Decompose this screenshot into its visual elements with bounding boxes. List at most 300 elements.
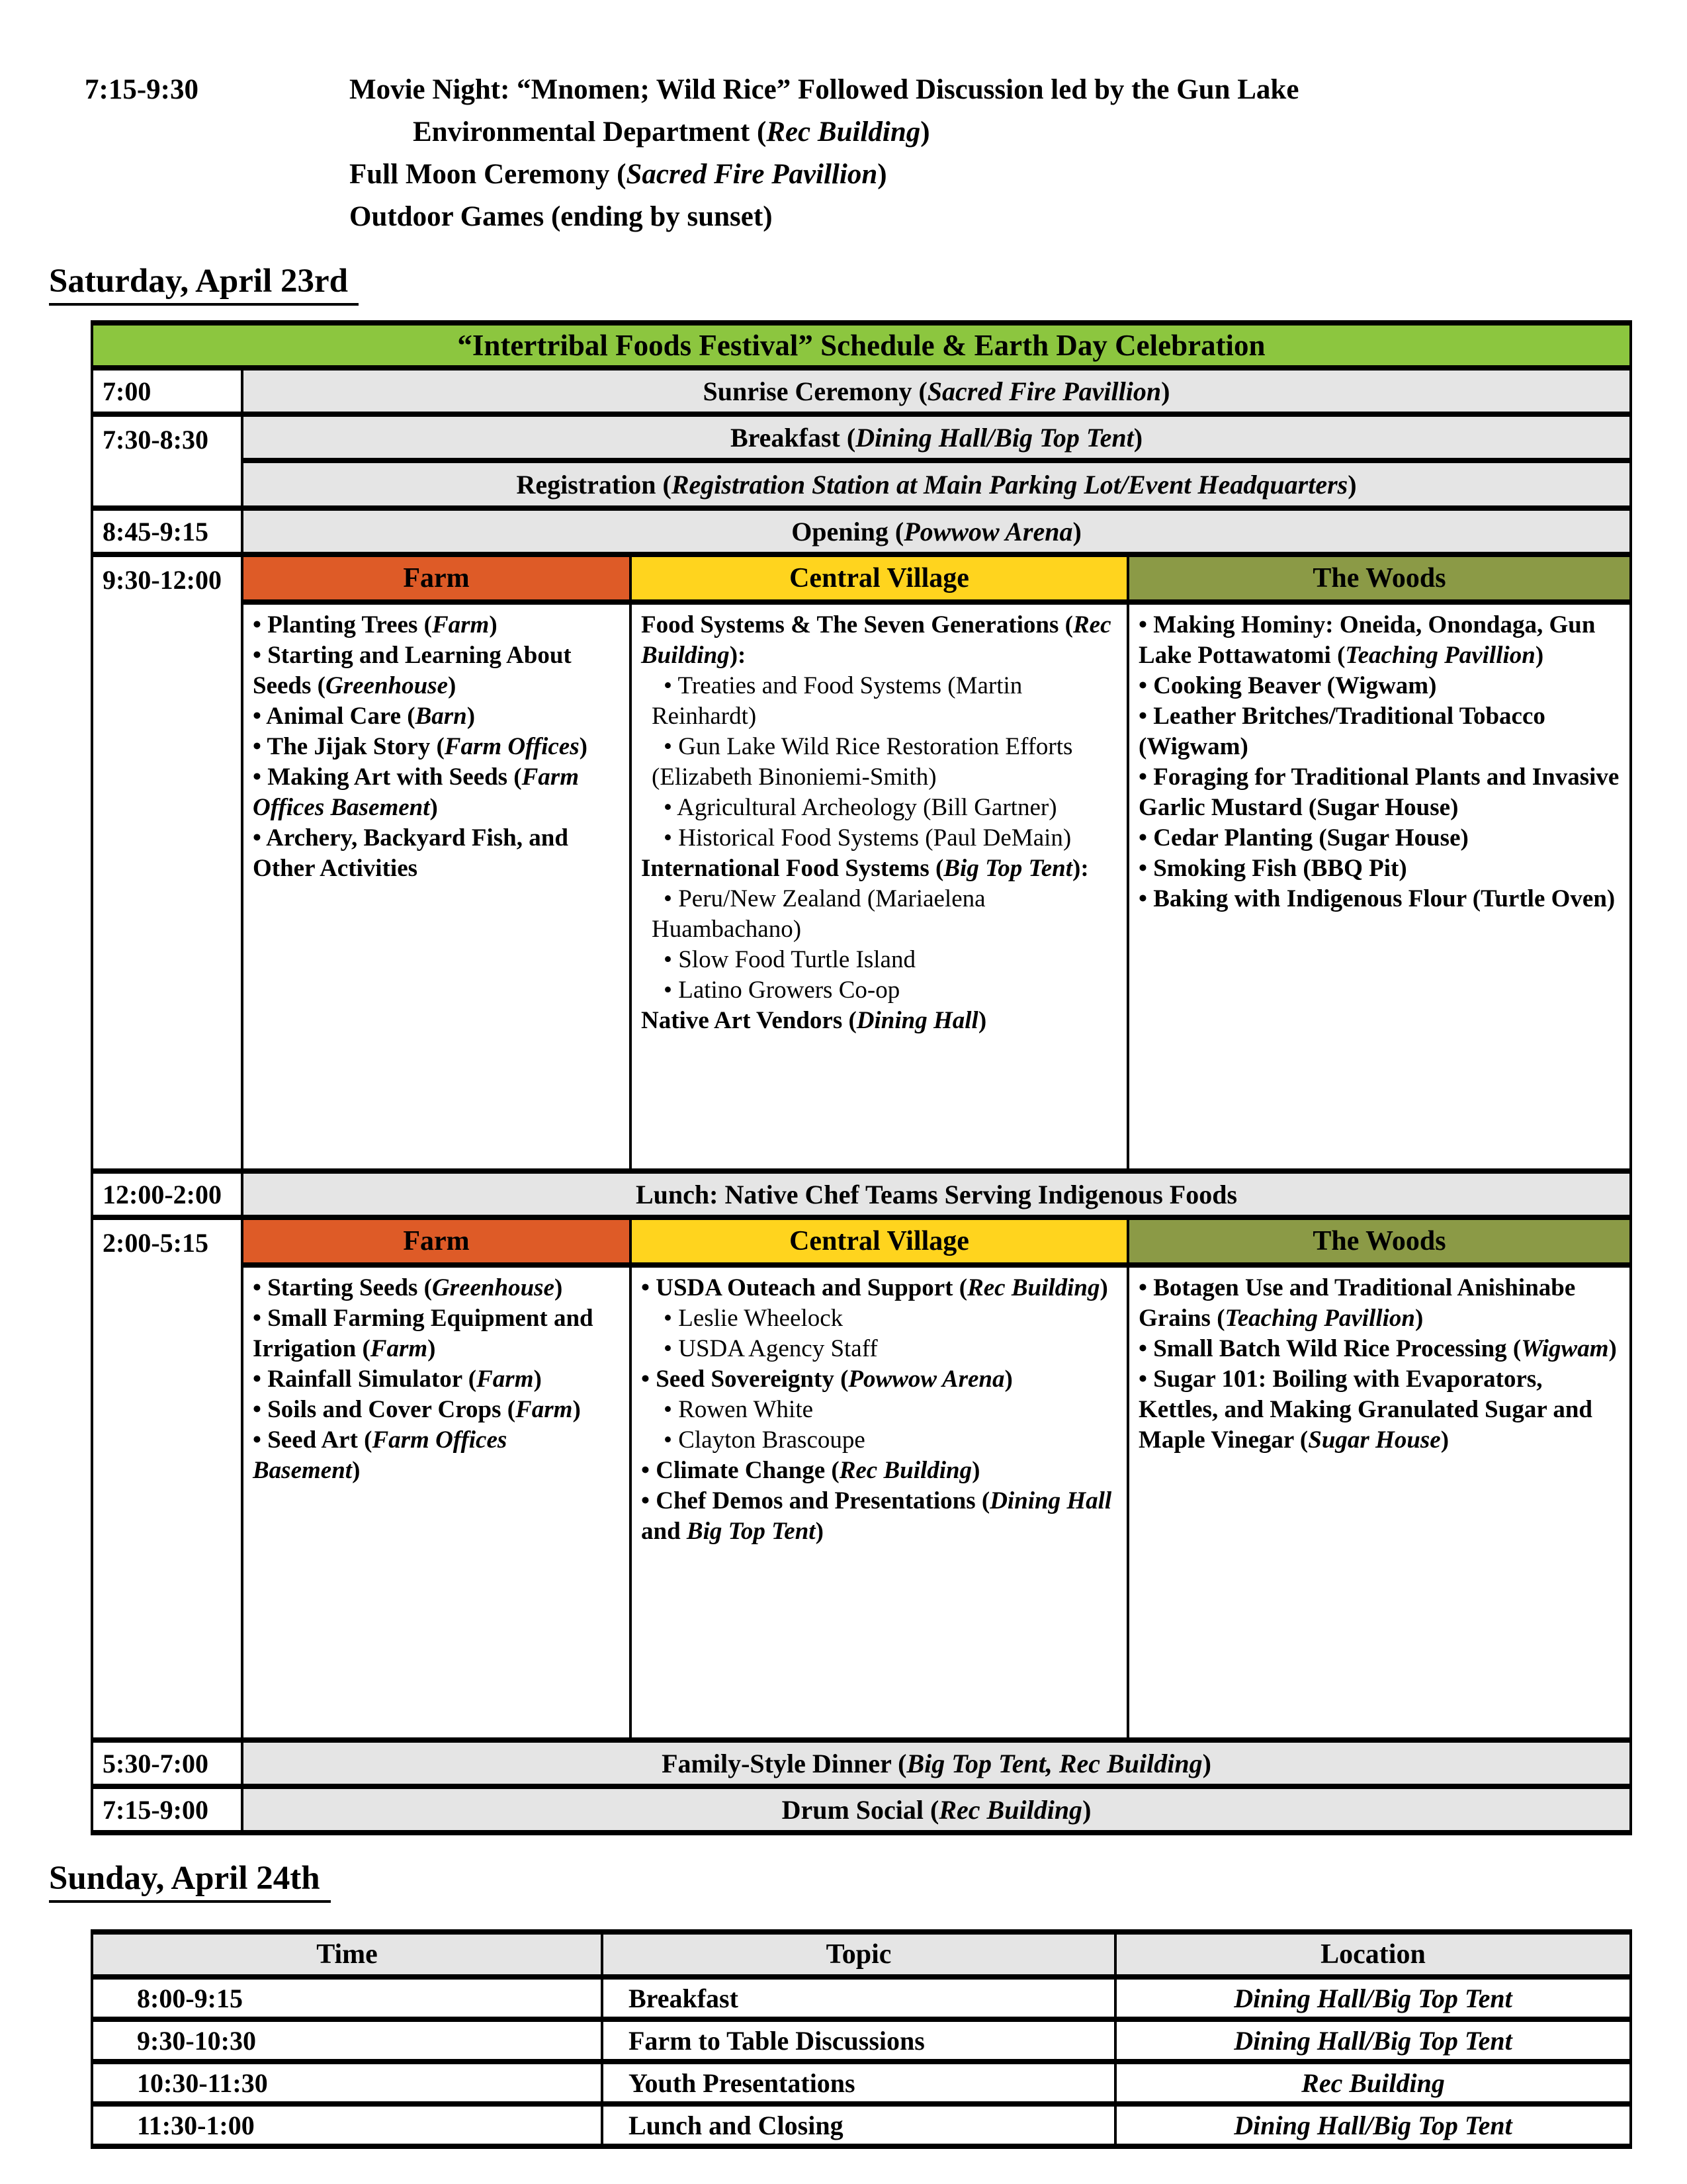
- schedule-item: [253, 1273, 620, 1303]
- schedule-item: [641, 853, 1117, 884]
- item-text: [266, 703, 475, 730]
- text-segment: Gun Lake Wild Rice Restoration Efforts (Elizabeth Binoniemi-Smith): [652, 733, 1073, 791]
- bullet-glyph: •: [253, 642, 268, 669]
- item-text: [652, 885, 986, 943]
- bullet-glyph: •: [1139, 1335, 1154, 1362]
- text-segment: Baking with Indigenous Flour (Turtle Oven): [1153, 885, 1616, 912]
- farm-morning-activities: [242, 602, 630, 1171]
- bullet-glyph: •: [1139, 1366, 1154, 1393]
- item-text: [678, 824, 1071, 852]
- morning-content-row: [92, 602, 1631, 1171]
- schedule-item: [253, 823, 620, 884]
- text-segment: Sunrise Ceremony (: [703, 376, 928, 406]
- time-cell: 8:45-9:15: [92, 508, 242, 554]
- sunday-schedule-table: [91, 1929, 1632, 2149]
- location-text: Rec Building: [839, 1457, 973, 1484]
- bullet-glyph: •: [664, 1426, 679, 1454]
- bullet-glyph: •: [253, 1305, 268, 1332]
- schedule-item: [253, 1364, 620, 1395]
- table-row: [92, 1977, 1631, 2019]
- time-cell: 9:30-10:30: [92, 2019, 602, 2062]
- schedule-item: [641, 610, 1117, 671]
- text-segment: ): [579, 733, 587, 760]
- location-text: Dining Hall/Big Top Tent: [855, 422, 1134, 453]
- bullet-glyph: •: [641, 1274, 656, 1301]
- bullet-glyph: •: [253, 1396, 268, 1423]
- text-segment: Rainfall Simulator (: [267, 1366, 477, 1393]
- breakfast-row: [92, 414, 1631, 460]
- text-segment: ): [1100, 1274, 1108, 1301]
- text-segment: ): [1161, 376, 1170, 406]
- schedule-item: [1139, 701, 1620, 762]
- text-segment: Historical Food Systems (Paul DeMain): [678, 824, 1072, 852]
- item-text: [1153, 855, 1406, 882]
- text-segment: ): [920, 116, 930, 148]
- woods-column-header: The Woods: [1128, 554, 1631, 602]
- text-segment: ): [352, 1457, 361, 1484]
- bullet-glyph: •: [641, 1457, 656, 1484]
- topic-cell: Youth Presentations: [602, 2062, 1115, 2104]
- text-segment: Lunch: Native Chef Teams Serving Indigenous Foods: [635, 1179, 1238, 1209]
- bullet-glyph: •: [1139, 672, 1154, 699]
- sub-bullet-item: [641, 1395, 1117, 1425]
- topic-cell: Farm to Table Discussions: [602, 2019, 1115, 2062]
- item-text: [641, 855, 1089, 882]
- text-segment: ): [1004, 1366, 1013, 1393]
- text-segment: Opening (: [791, 516, 904, 546]
- bullet-glyph: •: [1139, 885, 1154, 912]
- item-text: [641, 1007, 986, 1034]
- time-label: 7:15-9:30: [85, 74, 198, 105]
- item-text: [678, 946, 916, 973]
- sunday-heading-text: Sunday, April 24th: [49, 1860, 331, 1903]
- registration-row: [92, 460, 1631, 508]
- location-cell: Dining Hall/Big Top Tent: [1115, 2104, 1631, 2146]
- saturday-heading-text: Saturday, April 23rd: [49, 263, 359, 306]
- item-text: [267, 1396, 581, 1423]
- sub-bullet-item: [641, 671, 1117, 732]
- text-segment: International Food Systems (: [641, 855, 944, 882]
- text-segment: Agricultural Archeology (Bill Gartner): [677, 794, 1057, 821]
- location-text: Teaching Pavillion: [1345, 642, 1536, 669]
- sub-bullet-item: [641, 975, 1117, 1006]
- schedule-item: [641, 1486, 1117, 1547]
- topic-column-header: Topic: [602, 1932, 1115, 1977]
- sunday-header-row: [92, 1932, 1631, 1977]
- woods-column-header: The Woods: [1128, 1217, 1631, 1265]
- text-segment: Botagen Use and Traditional Anishinabe Grains (: [1139, 1274, 1576, 1332]
- bullet-glyph: •: [1139, 703, 1154, 730]
- schedule-item: [1139, 884, 1620, 914]
- location-text: Rec Building: [766, 116, 921, 148]
- opening-row: [92, 508, 1631, 554]
- item-text: [1139, 764, 1619, 821]
- text-segment: Food Systems & The Seven Generations (: [641, 611, 1073, 638]
- farm-column-header: Farm: [242, 1217, 630, 1265]
- text-segment: Starting Seeds (: [267, 1274, 432, 1301]
- schedule-item: [253, 732, 620, 762]
- schedule-item: [1139, 762, 1620, 823]
- schedule-item: [253, 640, 620, 701]
- item-text: [253, 824, 568, 882]
- text-segment: Rowen White: [678, 1396, 814, 1423]
- text-segment: ): [1072, 516, 1082, 546]
- sub-bullet-item: [641, 1334, 1117, 1364]
- item-text: [656, 1274, 1108, 1301]
- bullet-glyph: •: [664, 1305, 679, 1332]
- location-text: Rec Building: [939, 1794, 1083, 1825]
- schedule-item: [1139, 1364, 1620, 1456]
- time-cell: 5:30-7:00: [92, 1740, 242, 1786]
- time-cell: 7:30-8:30: [92, 414, 242, 508]
- text-segment: Latino Growers Co-op: [678, 977, 900, 1004]
- bullet-glyph: •: [253, 764, 268, 791]
- bullet-glyph: •: [253, 1366, 268, 1393]
- schedule-item: [253, 1303, 620, 1364]
- time-cell: 9:30-12:00: [92, 554, 242, 1171]
- saturday-schedule-table: [91, 320, 1632, 1835]
- text-segment: ): [1082, 1794, 1092, 1825]
- location-text: Farm Offices Basement: [253, 764, 579, 821]
- table-row: [92, 2019, 1631, 2062]
- schedule-item: [1139, 823, 1620, 853]
- text-segment: Movie Night: “Mnomen; Wild Rice” Followed Discussion led by the Gun Lake: [349, 74, 1299, 105]
- bullet-glyph: •: [1139, 611, 1154, 638]
- text-segment: Making Art with Seeds (: [267, 764, 522, 791]
- location-text: Sugar House: [1308, 1426, 1441, 1454]
- item-text: [641, 1487, 1111, 1545]
- item-text: [253, 764, 579, 821]
- location-text: Big Top Tent: [686, 1518, 816, 1545]
- item-text: [678, 1305, 843, 1332]
- bullet-glyph: •: [253, 1426, 268, 1454]
- text-segment: ):: [1072, 855, 1089, 882]
- item-text: [1139, 1274, 1575, 1332]
- text-segment: Animal Care (: [266, 703, 415, 730]
- location-text: Farm: [515, 1396, 573, 1423]
- text-segment: Peru/New Zealand (Mariaelena Huambachano): [652, 885, 986, 943]
- location-text: Powwow Arena: [848, 1366, 1005, 1393]
- time-cell: 2:00-5:15: [92, 1217, 242, 1740]
- bullet-glyph: •: [253, 703, 267, 730]
- text-segment: ): [572, 1396, 581, 1423]
- text-segment: ): [1608, 1335, 1617, 1362]
- afternoon-header-row: [92, 1217, 1631, 1265]
- text-segment: Foraging for Traditional Plants and Invasive Garlic Mustard (Sugar House): [1139, 764, 1620, 821]
- sub-bullet-item: [641, 793, 1117, 823]
- text-segment: Sugar 101: Boiling with Evaporators, Kettles, and Making Granulated Sugar and Maple Vinegar (: [1139, 1366, 1592, 1454]
- schedule-item: [1139, 1273, 1620, 1334]
- bullet-glyph: •: [1139, 1274, 1154, 1301]
- schedule-item: [641, 1364, 1117, 1395]
- location-cell: Rec Building: [1115, 2062, 1631, 2104]
- text-segment: ): [427, 1335, 436, 1362]
- text-segment: Planting Trees (: [267, 611, 432, 638]
- event-cell: [242, 508, 1631, 554]
- schedule-item: [253, 1395, 620, 1425]
- text-segment: ): [1348, 469, 1357, 500]
- text-segment: Outdoor Games (ending by sunset): [349, 201, 773, 232]
- drum-social-row: [92, 1786, 1631, 1833]
- text-segment: Breakfast (: [730, 422, 856, 453]
- location-text: Farm: [370, 1335, 428, 1362]
- bullet-glyph: •: [253, 824, 267, 852]
- time-cell: 7:00: [92, 368, 242, 414]
- item-text: [678, 1335, 877, 1362]
- sub-bullet-item: [641, 945, 1117, 975]
- schedule-item: [1139, 671, 1620, 701]
- text-segment: ): [1440, 1426, 1449, 1454]
- schedule-item: [1139, 1334, 1620, 1364]
- text-segment: ): [1202, 1748, 1211, 1778]
- text-segment: ): [1133, 422, 1143, 453]
- central-village-column-header: Central Village: [630, 1217, 1128, 1265]
- text-segment: ): [429, 794, 438, 821]
- text-segment: Leslie Wheelock: [678, 1305, 844, 1332]
- bullet-glyph: •: [641, 1366, 656, 1393]
- bullet-glyph: •: [1139, 855, 1154, 882]
- bullet-glyph: •: [664, 824, 679, 852]
- text-segment: Cedar Planting (Sugar House): [1153, 824, 1469, 852]
- text-segment: ): [1415, 1305, 1424, 1332]
- text-segment: Small Batch Wild Rice Processing (: [1153, 1335, 1522, 1362]
- location-text: Greenhouse: [325, 672, 449, 699]
- schedule-item: [413, 111, 1687, 153]
- text-segment: ): [554, 1274, 563, 1301]
- text-segment: and: [641, 1518, 687, 1545]
- table-title-row: [92, 323, 1631, 368]
- text-segment: Soils and Cover Crops (: [267, 1396, 516, 1423]
- text-segment: ): [978, 1007, 987, 1034]
- location-text: Sacred Fire Pavillion: [927, 376, 1162, 406]
- location-text: Farm: [476, 1366, 534, 1393]
- schedule-item: [349, 196, 1687, 238]
- event-cell: [242, 460, 1631, 508]
- text-segment: Smoking Fish (BBQ Pit): [1153, 855, 1407, 882]
- bullet-glyph: •: [253, 611, 268, 638]
- schedule-item: [253, 701, 620, 732]
- text-segment: Drum Social (: [781, 1794, 939, 1825]
- schedule-item: [253, 610, 620, 640]
- text-segment: Full Moon Ceremony (: [349, 159, 627, 190]
- text-segment: The Jijak Story (: [267, 733, 445, 760]
- location-text: Registration Station at Main Parking Lot/Event Headquarters: [671, 469, 1348, 500]
- central-village-column-header: Central Village: [630, 554, 1128, 602]
- afternoon-content-row: [92, 1265, 1631, 1740]
- location-text: Sacred Fire Pavillion: [626, 159, 878, 190]
- bullet-glyph: •: [664, 1335, 679, 1362]
- woods-afternoon-activities: [1128, 1265, 1631, 1740]
- item-text: [677, 794, 1057, 821]
- topic-cell: Lunch and Closing: [602, 2104, 1115, 2146]
- item-text: [349, 74, 1299, 105]
- dinner-row: [92, 1740, 1631, 1786]
- text-segment: Archery, Backyard Fish, and Other Activities: [253, 824, 568, 882]
- text-segment: ): [533, 1366, 542, 1393]
- time-cell: 11:30-1:00: [92, 2104, 602, 2146]
- friday-evening-schedule: [0, 0, 1687, 238]
- item-text: [652, 733, 1072, 791]
- text-segment: Treaties and Food Systems (Martin Reinhardt): [652, 672, 1023, 730]
- sub-bullet-item: [641, 823, 1117, 853]
- text-segment: ): [877, 159, 887, 190]
- bullet-glyph: •: [664, 977, 679, 1004]
- item-text: [652, 672, 1022, 730]
- table-title: “Intertribal Foods Festival” Schedule & Earth Day Celebration: [92, 323, 1631, 368]
- item-text: [253, 1305, 593, 1362]
- location-cell: Dining Hall/Big Top Tent: [1115, 2019, 1631, 2062]
- location-text: Big Top Tent: [943, 855, 1073, 882]
- location-text: Farm Offices: [444, 733, 580, 760]
- text-segment: Environmental Department (: [413, 116, 767, 148]
- location-text: Dining Hall: [990, 1487, 1112, 1514]
- text-segment: ): [972, 1457, 980, 1484]
- location-column-header: Location: [1115, 1932, 1631, 1977]
- sub-bullet-item: [641, 732, 1117, 793]
- bullet-glyph: •: [664, 946, 679, 973]
- time-column-header: Time: [92, 1932, 602, 1977]
- text-segment: ): [1535, 642, 1544, 669]
- location-text: Dining Hall: [856, 1007, 978, 1034]
- text-segment: Slow Food Turtle Island: [678, 946, 916, 973]
- schedule-item: [641, 1006, 1117, 1036]
- event-cell: [242, 1171, 1631, 1217]
- item-text: [349, 201, 773, 232]
- text-segment: ): [448, 672, 456, 699]
- topic-cell: Breakfast: [602, 1977, 1115, 2019]
- location-text: Teaching Pavillion: [1225, 1305, 1415, 1332]
- item-text: [1139, 1366, 1592, 1454]
- schedule-item: [253, 762, 620, 823]
- item-text: [1139, 703, 1545, 760]
- item-text: [678, 977, 900, 1004]
- text-segment: Registration (: [516, 469, 671, 500]
- bullet-glyph: •: [641, 1487, 656, 1514]
- text-segment: Clayton Brascoupe: [678, 1426, 865, 1454]
- saturday-heading: [49, 262, 1687, 300]
- item-text: [1153, 824, 1469, 852]
- bullet-glyph: •: [664, 885, 679, 912]
- location-text: Farm Offices Basement: [253, 1426, 507, 1484]
- item-text: [678, 1426, 865, 1454]
- text-segment: Seed Art (: [267, 1426, 372, 1454]
- bullet-glyph: •: [664, 794, 677, 821]
- sunrise-row: [92, 368, 1631, 414]
- sub-bullet-item: [641, 1303, 1117, 1334]
- location-text: Barn: [415, 703, 467, 730]
- location-text: Rec Building: [641, 611, 1111, 669]
- item-text: [1153, 885, 1615, 912]
- time-cell: 12:00-2:00: [92, 1171, 242, 1217]
- central-village-afternoon-activities: [630, 1265, 1128, 1740]
- item-text: [349, 159, 887, 190]
- item-text: [678, 1396, 813, 1423]
- item-text: [656, 1457, 980, 1484]
- table-row: [92, 2104, 1631, 2146]
- morning-header-row: [92, 554, 1631, 602]
- location-text: Big Top Tent, Rec Building: [906, 1748, 1203, 1778]
- text-segment: Seed Sovereignty (: [656, 1366, 849, 1393]
- woods-morning-activities: [1128, 602, 1631, 1171]
- event-cell: [242, 368, 1631, 414]
- text-segment: ): [489, 611, 497, 638]
- table-row: [92, 2062, 1631, 2104]
- item-text: [1153, 1335, 1617, 1362]
- item-text: [267, 1366, 542, 1393]
- schedule-item: [641, 1273, 1117, 1303]
- farm-afternoon-activities: [242, 1265, 630, 1740]
- item-text: [267, 611, 497, 638]
- location-text: Greenhouse: [431, 1274, 554, 1301]
- text-segment: Making Hominy: Oneida, Onondaga, Gun Lake Pottawatomi (: [1139, 611, 1596, 669]
- item-text: [267, 733, 587, 760]
- sunday-heading: [49, 1859, 1687, 1898]
- event-cell: [242, 1786, 1631, 1833]
- item-text: [656, 1366, 1013, 1393]
- schedule-item: [349, 153, 1687, 196]
- time-cell: 8:00-9:15: [92, 1977, 602, 2019]
- bullet-glyph: •: [1139, 824, 1154, 852]
- text-segment: Family-Style Dinner (: [662, 1748, 907, 1778]
- schedule-item: [253, 1425, 620, 1486]
- schedule-item: [1139, 610, 1620, 671]
- item-text: [267, 1274, 562, 1301]
- friday-evening-events: [349, 69, 1687, 238]
- time-cell: 7:15-9:00: [92, 1786, 242, 1833]
- sub-bullet-item: [641, 884, 1117, 945]
- text-segment: Chef Demos and Presentations (: [656, 1487, 990, 1514]
- text-segment: Native Art Vendors (: [641, 1007, 857, 1034]
- item-text: [413, 116, 930, 148]
- bullet-glyph: •: [1139, 764, 1154, 791]
- item-text: [253, 1426, 507, 1484]
- item-text: [1153, 672, 1436, 699]
- farm-column-header: Farm: [242, 554, 630, 602]
- text-segment: USDA Outeach and Support (: [656, 1274, 968, 1301]
- sub-bullet-item: [641, 1425, 1117, 1456]
- time-cell: 10:30-11:30: [92, 2062, 602, 2104]
- text-segment: ):: [729, 642, 746, 669]
- bullet-glyph: •: [664, 1396, 679, 1423]
- bullet-glyph: •: [253, 1274, 268, 1301]
- location-text: Rec Building: [967, 1274, 1100, 1301]
- text-segment: USDA Agency Staff: [678, 1335, 878, 1362]
- location-text: Wigwam: [1521, 1335, 1609, 1362]
- bullet-glyph: •: [664, 672, 678, 699]
- event-cell: [242, 1740, 1631, 1786]
- item-text: [641, 611, 1111, 669]
- text-segment: ): [815, 1518, 824, 1545]
- item-text: [253, 642, 572, 699]
- bullet-glyph: •: [253, 733, 267, 760]
- location-text: Farm: [431, 611, 490, 638]
- text-segment: Small Farming Equipment and Irrigation (: [253, 1305, 593, 1362]
- schedule-item: [349, 69, 1687, 111]
- central-village-morning-activities: [630, 602, 1128, 1171]
- schedule-item: [1139, 853, 1620, 884]
- text-segment: Leather Britches/Traditional Tobacco (Wigwam): [1139, 703, 1545, 760]
- lunch-row: [92, 1171, 1631, 1217]
- text-segment: Climate Change (: [656, 1457, 840, 1484]
- location-text: Powwow Arena: [904, 516, 1073, 546]
- item-text: [1139, 611, 1595, 669]
- text-segment: Cooking Beaver (Wigwam): [1153, 672, 1437, 699]
- event-cell: [242, 414, 1631, 460]
- location-cell: Dining Hall/Big Top Tent: [1115, 1977, 1631, 2019]
- schedule-item: [641, 1456, 1117, 1486]
- text-segment: ): [466, 703, 476, 730]
- bullet-glyph: •: [664, 733, 679, 760]
